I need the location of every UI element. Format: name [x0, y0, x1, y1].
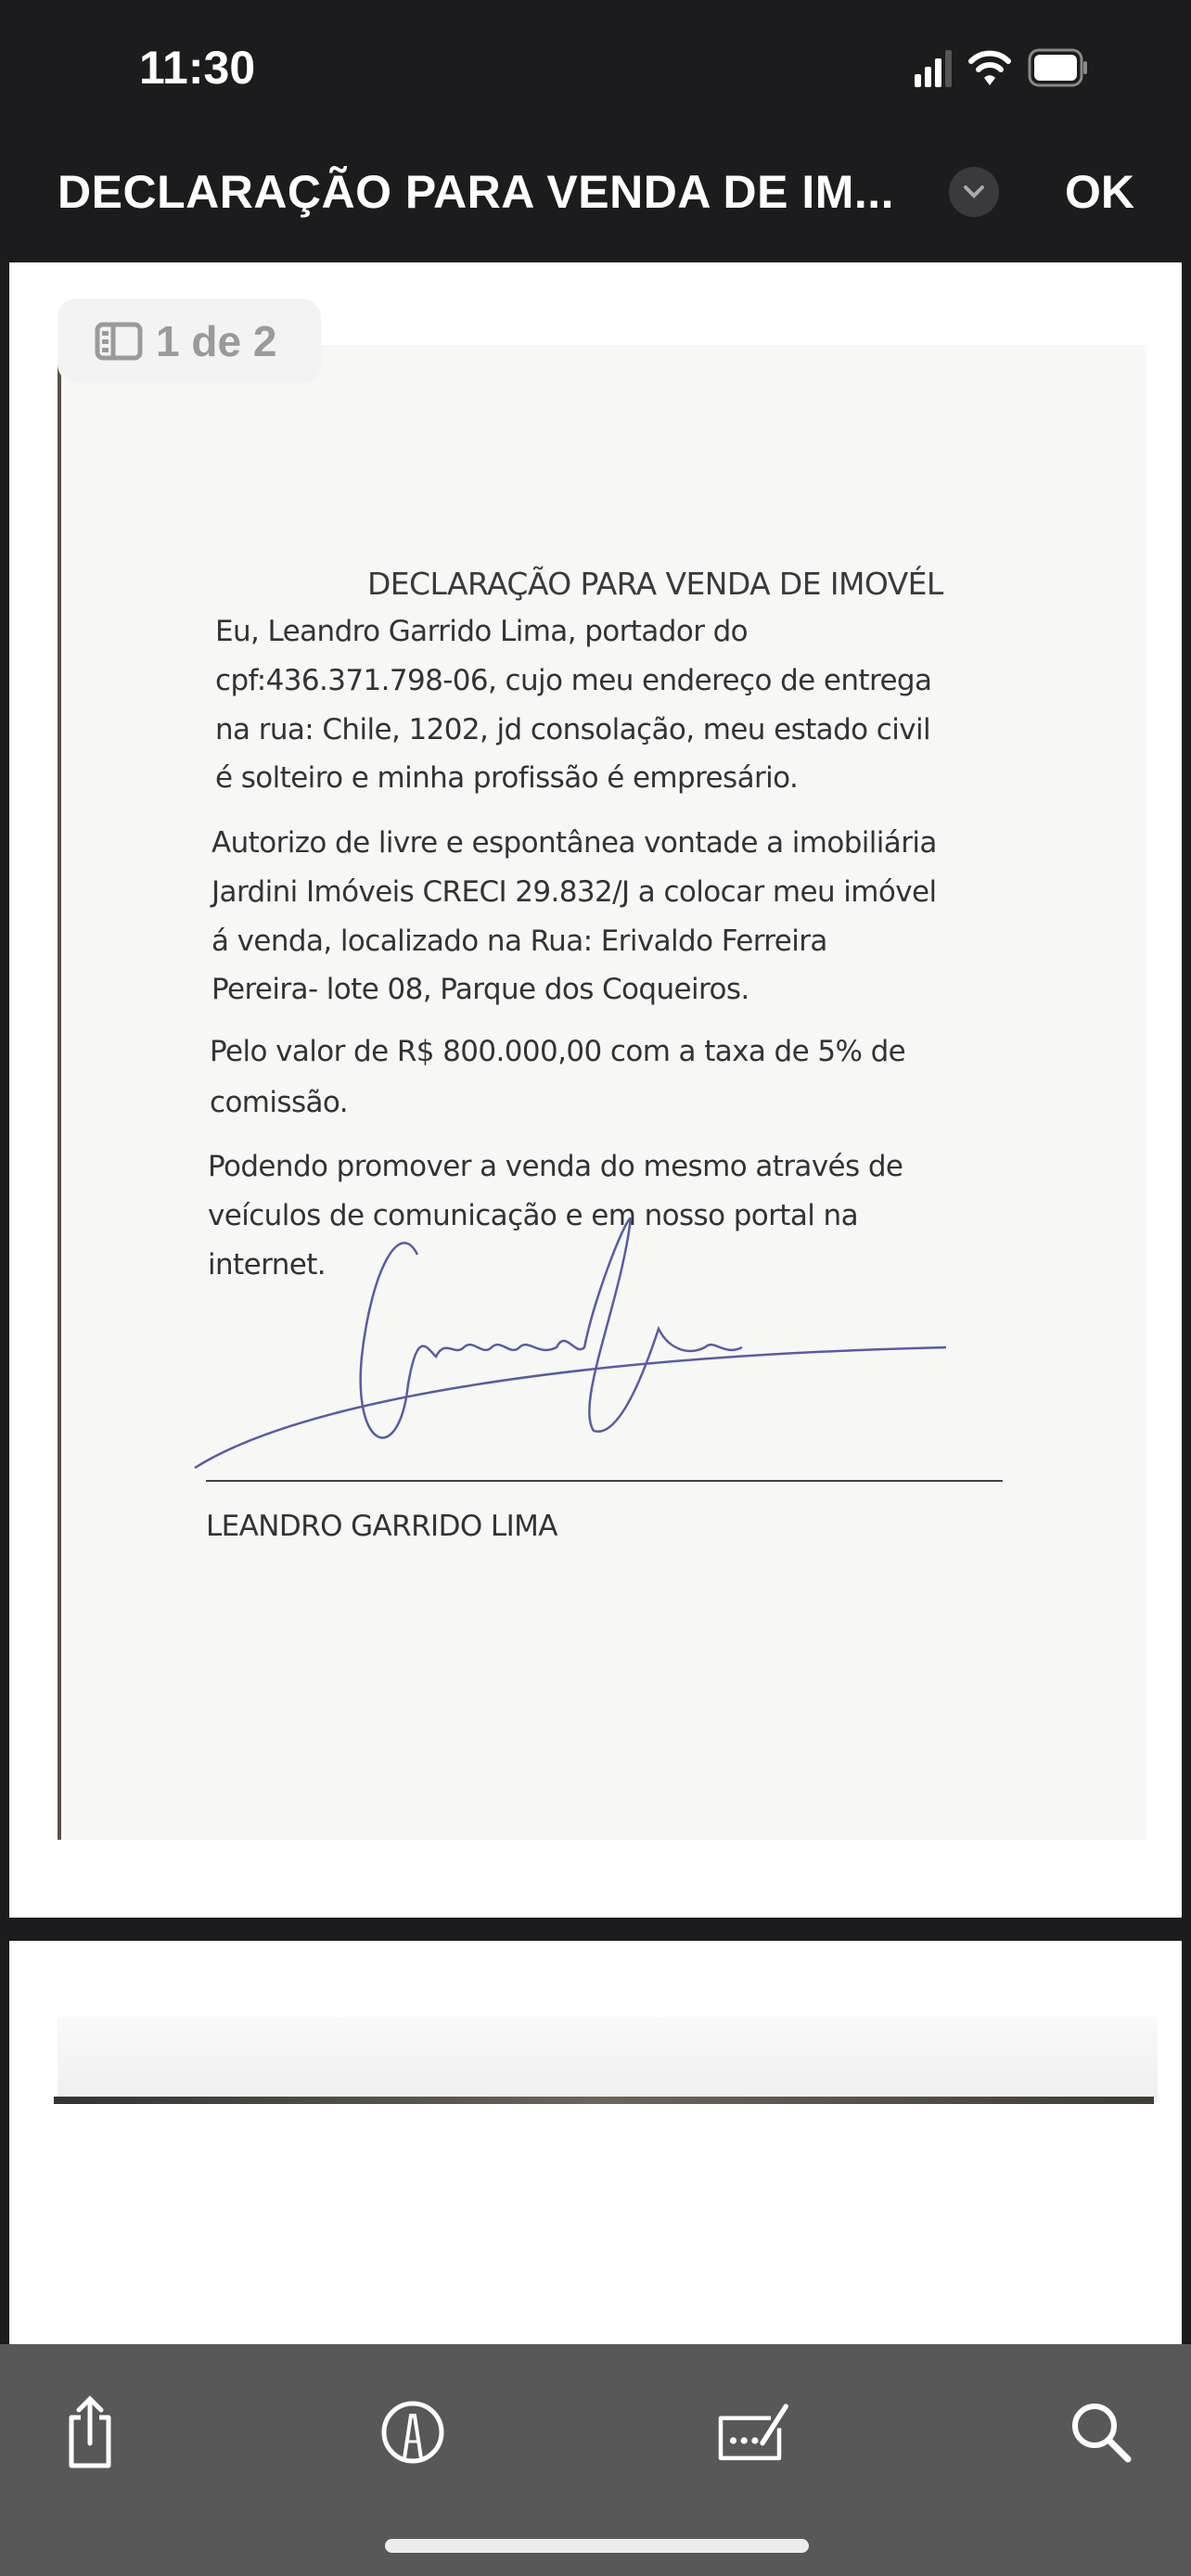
search-button[interactable] [1059, 2391, 1143, 2474]
chevron-down-icon [962, 184, 986, 200]
home-indicator[interactable] [385, 2539, 809, 2553]
title-menu-button[interactable] [949, 167, 999, 217]
doc-line: Pereira- lote 08, Parque dos Coqueiros. [211, 973, 749, 1006]
page-indicator-label: 1 de 2 [156, 316, 277, 365]
doc-line: veículos de comunicação e em nosso portal na [208, 1199, 858, 1232]
scanned-page-strip [58, 2017, 1158, 2102]
doc-line: cpf:436.371.798-06, cujo meu endereço de entrega [215, 664, 932, 697]
doc-heading: DECLARAÇÃO PARA VENDA DE IMOVÉL [367, 566, 943, 602]
sidebar-icon [95, 322, 143, 361]
wifi-icon [968, 48, 1011, 87]
signature-form-icon [712, 2400, 796, 2465]
handwritten-signature [186, 1218, 983, 1496]
signatory-name: LEANDRO GARRIDO LIMA [206, 1510, 557, 1543]
page-indicator[interactable] [58, 299, 321, 383]
doc-line: Jardini Imóveis CRECI 29.832/J a colocar meu imóvel [211, 875, 937, 909]
pdf-page-1 [9, 262, 1182, 1918]
doc-line: na rua: Chile, 1202, jd consolação, meu estado civil [215, 713, 931, 746]
paper-edge [54, 2097, 1154, 2104]
signature-line [206, 1480, 1003, 1482]
status-icons [915, 48, 1089, 87]
doc-line: Eu, Leandro Garrido Lima, portador do [215, 615, 749, 648]
search-icon [1069, 2400, 1133, 2465]
doc-line: internet. [208, 1248, 327, 1282]
document-title[interactable]: DECLARAÇÃO PARA VENDA DE IM... [58, 166, 895, 218]
fill-and-sign-button[interactable] [712, 2391, 796, 2474]
doc-line: Pelo valor de R$ 800.000,00 com a taxa de 5% de [210, 1035, 906, 1068]
doc-line: comissão. [210, 1086, 348, 1119]
doc-line: á venda, localizado na Rua: Erivaldo Ferreira [211, 925, 827, 958]
markup-button[interactable] [371, 2391, 455, 2474]
markup-icon [379, 2399, 446, 2466]
doc-line: Autorizo de livre e espontânea vontade a imobiliária [211, 826, 937, 860]
doc-line: Podendo promover a venda do mesmo através de [208, 1150, 903, 1183]
battery-icon [1028, 48, 1089, 87]
doc-line: é solteiro e minha profissão é empresário. [215, 761, 799, 795]
ok-button[interactable]: OK [1065, 166, 1134, 218]
pdf-page-2 [9, 1941, 1182, 2344]
status-time: 11:30 [139, 42, 256, 94]
share-button[interactable] [48, 2391, 132, 2474]
share-icon [62, 2395, 118, 2469]
signal-icon [915, 48, 952, 87]
